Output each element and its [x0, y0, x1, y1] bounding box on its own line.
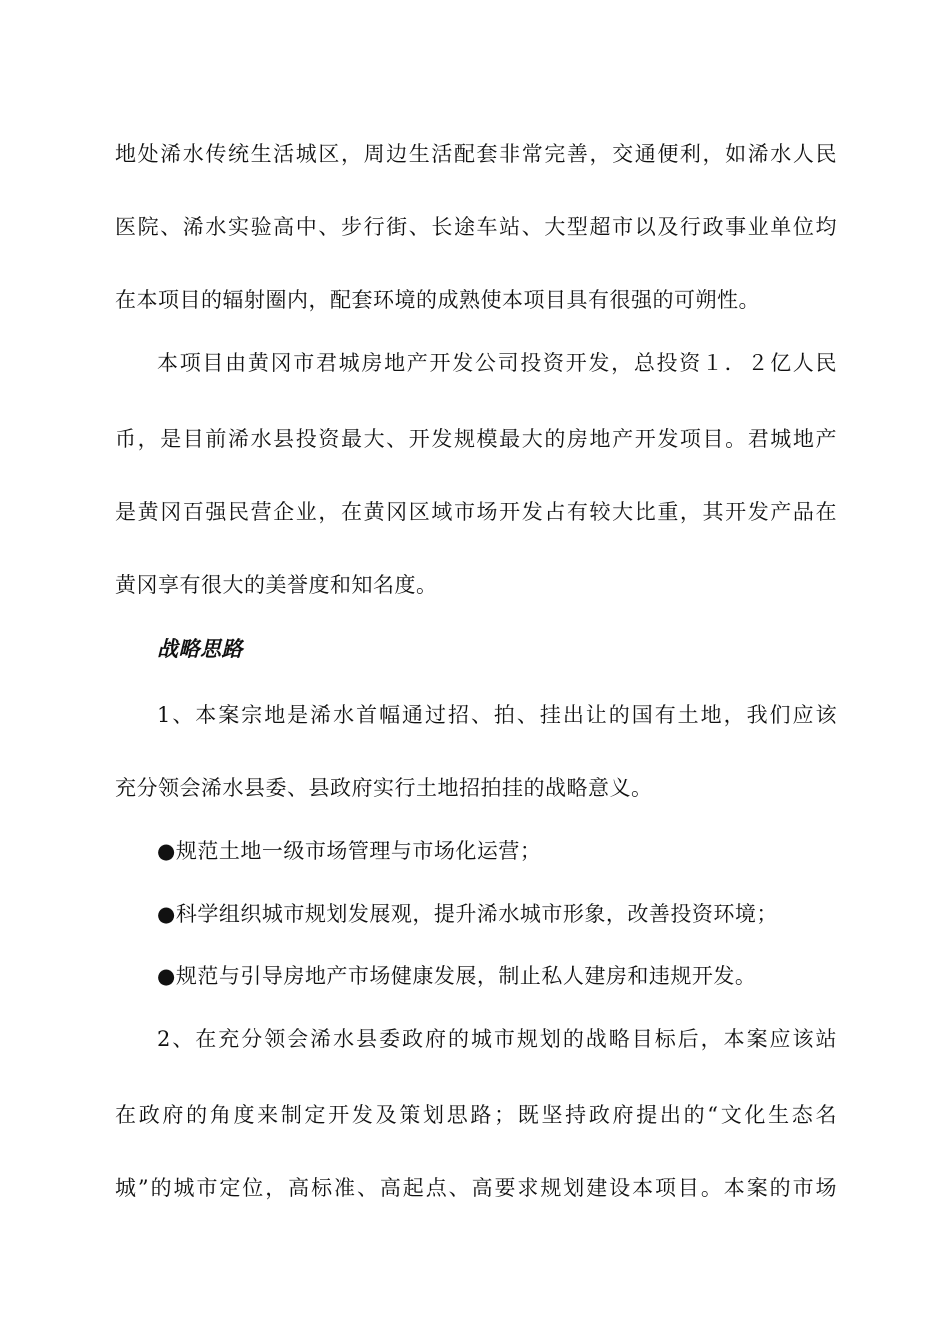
paragraph-line: 本项目由黄冈市君城房地产开发公司投资开发，总投资１．２亿人民 — [157, 351, 837, 375]
paragraph-line: 地处浠水传统生活城区，周边生活配套非常完善，交通便利，如浠水人民 — [115, 142, 837, 166]
paragraph-line: 2、在充分领会浠水县委政府的城市规划的战略目标后，本案应该站 — [157, 1027, 837, 1051]
paragraph-line: 在本项目的辐射圈内，配套环境的成熟使本项目具有很强的可朔性。 — [115, 288, 760, 312]
bullet-item: ●规范与引导房地产市场健康发展，制止私人建房和违规开发。 — [157, 964, 757, 988]
paragraph-line: 是黄冈百强民营企业，在黄冈区域市场开发占有较大比重，其开发产品在 — [115, 500, 837, 524]
paragraph-line: 币，是目前浠水县投资最大、开发规模最大的房地产开发项目。君城地产 — [115, 427, 837, 451]
section-heading: 战略思路 — [157, 636, 243, 661]
paragraph-line: 城”的城市定位，高标准、高起点、高要求规划建设本项目。本案的市场 — [115, 1176, 837, 1200]
paragraph-line: 黄冈享有很大的美誉度和知名度。 — [115, 573, 438, 597]
paragraph-line: 医院、浠水实验高中、步行街、长途车站、大型超市以及行政事业单位均 — [115, 215, 837, 239]
paragraph-line: 充分领会浠水县委、县政府实行土地招拍挂的战略意义。 — [115, 776, 653, 800]
bullet-item: ●科学组织城市规划发展观，提升浠水城市形象，改善投资环境； — [157, 902, 778, 926]
paragraph-line: 1、本案宗地是浠水首幅通过招、拍、挂出让的国有土地，我们应该 — [157, 703, 837, 727]
bullet-item: ●规范土地一级市场管理与市场化运营； — [157, 839, 542, 863]
paragraph-line: 在政府的角度来制定开发及策划思路；既坚持政府提出的“文化生态名 — [115, 1103, 837, 1127]
